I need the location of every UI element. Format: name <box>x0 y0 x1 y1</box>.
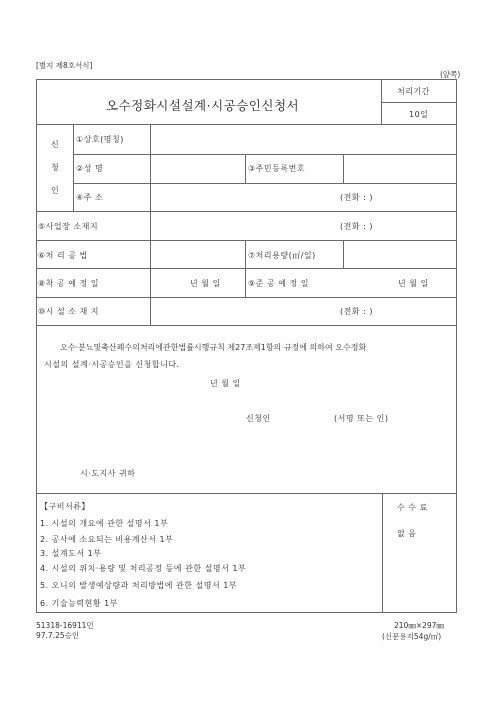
document-item: 2. 공사에 소요되는 비용계산서 1부 <box>40 535 174 544</box>
business-location-label: ⑤사업장 소재지 <box>38 222 99 231</box>
applicant-side-char: 인 <box>51 186 59 195</box>
applicant-side-char: 신 <box>51 140 59 149</box>
document-item: 5. 오니의 발생예상량과 처리방법에 관한 설명서 1부 <box>40 581 238 590</box>
resident-number-label: ③주민등록번호 <box>248 164 306 173</box>
statement-line-2: 시설의 설계·시공승인을 신청합니다. <box>44 360 180 369</box>
statement-line-1: 오수·분뇨및축산폐수의처리에관한법률시행규칙 제27조제1항의 규정에 의하여 오수정화 <box>60 343 367 352</box>
document-item: 4. 시설의 위치·용량 및 처리공정 등에 관한 설명서 1부 <box>40 564 247 573</box>
fee-label: 수 수 료 <box>397 503 428 512</box>
treatment-method-label: ⑥처 리 공 법 <box>38 251 88 260</box>
facility-location-label: ⑩시 설 소 재 지 <box>38 307 99 316</box>
company-name-label: ①상호(명칭) <box>76 135 124 144</box>
application-date: 년 월 일 <box>210 379 241 388</box>
signature-note: (서명 또는 인) <box>334 414 389 423</box>
start-date-label: ⑧착 공 예 정 일 <box>38 279 99 288</box>
form-code: 51318-16911민 <box>36 621 94 630</box>
document-item: 3. 설계도서 1부 <box>40 549 102 558</box>
recipient-label: 시·도지사 귀하 <box>80 469 136 478</box>
page-side-label: (앞쪽) <box>440 70 461 79</box>
paper-size: 210㎜×297㎜ <box>394 621 444 630</box>
required-documents-header: 【구비서류】 <box>40 502 90 511</box>
start-date-value: 년 월 일 <box>190 279 221 288</box>
business-location-phone: (전화 : ) <box>340 222 373 231</box>
processing-period-label: 처리기간 <box>397 87 430 96</box>
name-label: ②성 명 <box>76 164 104 173</box>
treatment-capacity-label: ⑦처리용량(㎥/일) <box>248 251 316 260</box>
address-label: ④주 소 <box>76 193 104 202</box>
form-number: [별지 제8호서식] <box>36 61 93 70</box>
paper-type: (신문용지54g/㎡) <box>382 632 442 641</box>
approval-date: 97.7.25승인 <box>36 631 80 640</box>
completion-date-label: ⑨준 공 예 정 일 <box>248 279 309 288</box>
applicant-side-char: 청 <box>51 163 59 172</box>
form-title: 오수정화시설설계·시공승인신청서 <box>106 98 300 113</box>
fee-value: 없 음 <box>397 529 417 538</box>
document-item: 1. 시설의 개요에 관한 설명서 1부 <box>40 519 169 528</box>
document-item: 6. 기술능력현황 1부 <box>40 599 118 608</box>
processing-period-value: 10일 <box>409 110 429 119</box>
applicant-signature-label: 신청인 <box>246 414 271 423</box>
facility-location-phone: (전화 : ) <box>340 307 373 316</box>
address-phone: (전화 : ) <box>340 193 373 202</box>
completion-date-value: 년 월 일 <box>398 279 429 288</box>
